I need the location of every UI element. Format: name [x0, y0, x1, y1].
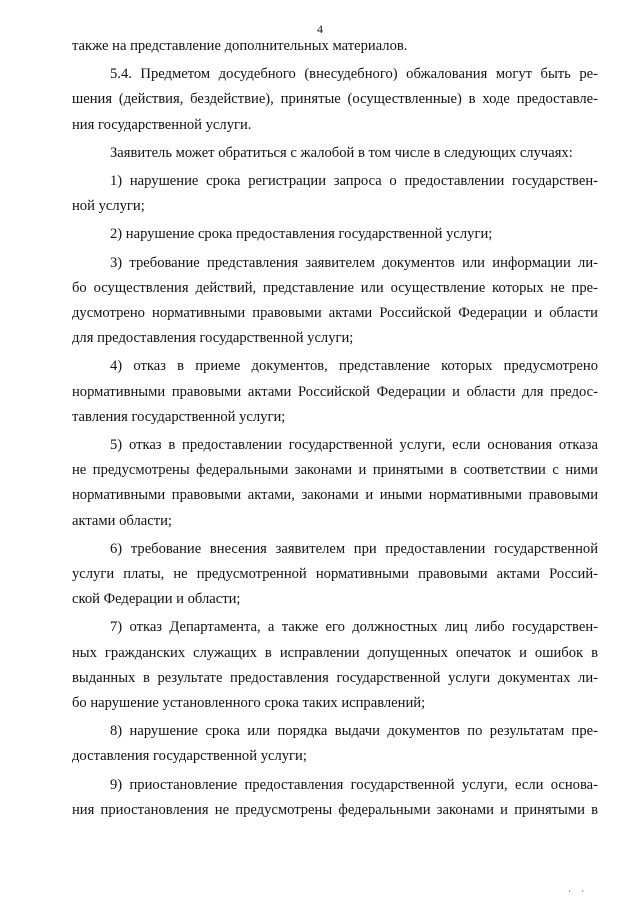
text-line: выданных в результате предоставления государственной услуги документах ли-: [72, 669, 598, 686]
text-line: 9) приостановление предоставления государственной услуги, если основа-: [110, 776, 598, 793]
text-line: ной услуги;: [72, 198, 145, 215]
text-line: актами области;: [72, 512, 172, 529]
text-line: тавления государственной услуги;: [72, 408, 286, 425]
text-line: нормативными правовыми актами Российской Федерации и области для предос-: [72, 383, 598, 400]
text-line: 3) требование представления заявителем документов или информации ли-: [110, 254, 598, 271]
text-line: доставления государственной услуги;: [72, 748, 307, 765]
text-line: шения (действия, бездействие), принятые (осуществленные) в ходе предоставле-: [72, 91, 598, 108]
text-line: ных гражданских служащих в исправлении допущенных опечаток и ошибок в: [72, 644, 598, 661]
text-line: 2) нарушение срока предоставления государственной услуги;: [110, 226, 493, 243]
text-line: 8) нарушение срока или порядка выдачи документов по результатам пре-: [110, 723, 598, 740]
text-line: нормативными правовыми актами, законами и иными нормативными правовыми: [72, 487, 598, 504]
scan-marks: · ·: [568, 886, 589, 896]
text-line: не предусмотрены федеральными законами и принятыми в соответствии с ними: [72, 462, 598, 479]
text-line: услуги платы, не предусмотренной нормативными правовыми актами Россий-: [72, 566, 598, 583]
document-body: [72, 34, 598, 823]
text-line: бо осуществления действий, представление или осуществление которых не пре-: [72, 279, 598, 296]
text-line: бо нарушение установленного срока таких исправлений;: [72, 695, 426, 712]
text-line: для предоставления государственной услуги;: [72, 330, 354, 347]
text-line: ния государственной услуги.: [72, 116, 252, 133]
text-line: 6) требование внесения заявителем при предоставлении государственной: [110, 540, 598, 557]
text-line: ния приостановления не предусмотрены федеральными законами и принятыми в: [72, 801, 598, 818]
page-number: 4: [317, 22, 323, 36]
text-line: Заявитель может обратиться с жалобой в том числе в следующих случаях:: [110, 144, 573, 161]
text-line: дусмотрено нормативными правовыми актами Российской Федерации и области: [72, 305, 598, 322]
text-line: 1) нарушение срока регистрации запроса о предоставлении государствен-: [110, 173, 598, 190]
text-line: 5) отказ в предоставлении государственной услуги, если основания отказа: [110, 437, 598, 454]
text-line: 5.4. Предметом досудебного (внесудебного) обжалования могут быть ре-: [110, 66, 598, 83]
text-line: также на представление дополнительных материалов.: [72, 38, 408, 54]
text-line: ской Федерации и области;: [72, 591, 241, 608]
text-line: 7) отказ Департамента, а также его должностных лиц либо государствен-: [110, 619, 598, 636]
text-line: 4) отказ в приеме документов, представление которых предусмотрено: [110, 358, 598, 375]
